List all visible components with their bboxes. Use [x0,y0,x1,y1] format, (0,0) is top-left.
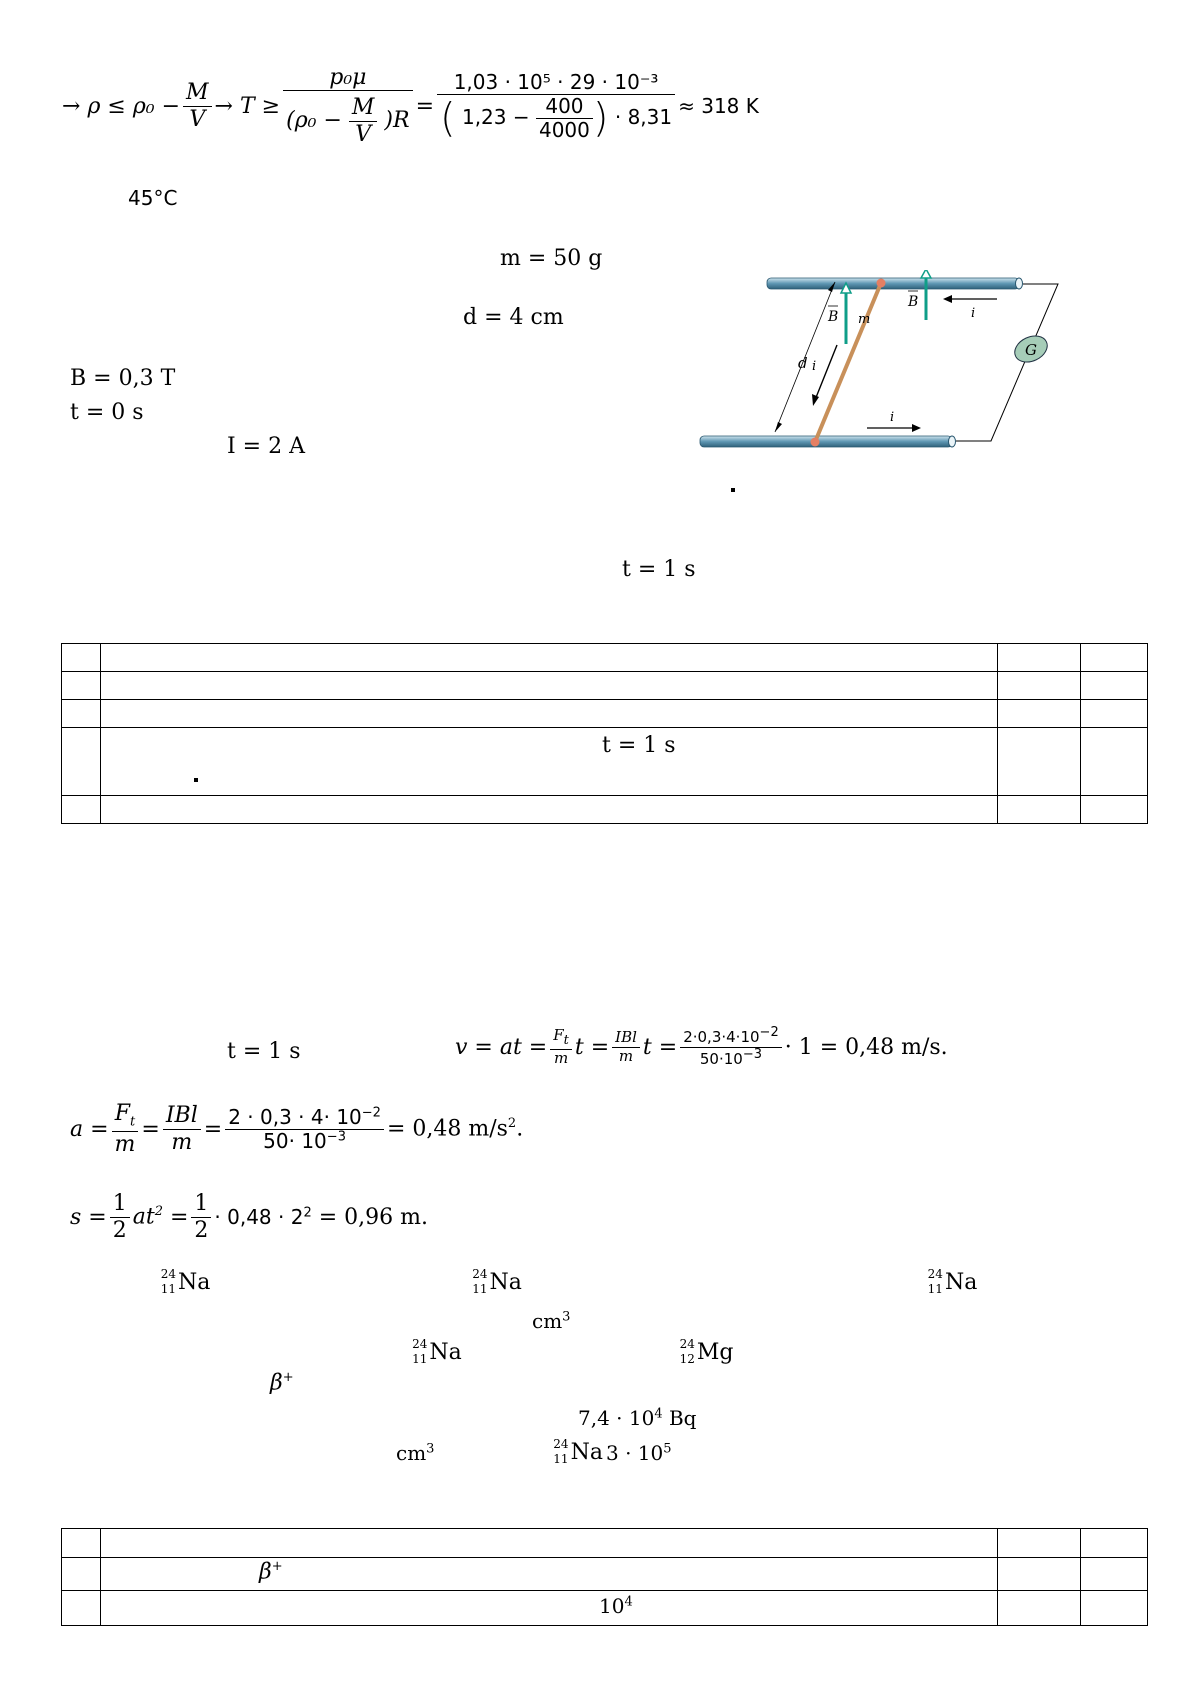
label-B-right: B [908,294,919,310]
nuclide-na-1: 24 11 Na [160,1267,211,1296]
arrow-symbol: → [62,93,81,119]
solution-time: t = 1 s [227,1039,301,1064]
beta-plus-1: β+ [270,1370,294,1396]
nuclide-na-2: 24 11 Na [472,1267,522,1296]
given-mass: m = 50 g [500,246,603,271]
rail-circuit-figure [695,270,1095,500]
particle-count: $3 \cdot 10^5$ [606,1441,672,1465]
result-temperature-k: ≈ 318 K [678,94,759,118]
scoring-table-2 [61,1528,1148,1626]
bottom-rail [700,436,952,447]
nuclide-na-3: 24 11 Na [927,1267,978,1296]
nuclide-na-4: 24 11 Na [412,1337,462,1366]
label-i-bottom: i [890,410,895,425]
given-field: B = 0,3 T [70,366,176,391]
unit-cm3-2: $cm^3$ [396,1441,435,1465]
acceleration-equation: a = $\frac{F_t}{m}$ = $\frac{\text{IBl}}{m}$ = $\frac{2 \cdot 0,3 \cdot 4\cdot 10^{-2}}{50\cdot 10^{-3}}$ = 0,48 $m/s^2$. [70,1101,524,1157]
time-one-second: t = 1 s [622,557,696,582]
unit-cm3-1: $cm^3$ [532,1309,571,1333]
scoring-table-1 [61,643,1148,824]
galvanometer-icon [1011,331,1052,367]
velocity-equation: v = at = $\frac{F_t}{m}$ t = $\frac{\text{IBl}}{m}$ t = $\frac{2\cdot 0,3\cdot 4\cdot 10^{-2}}{50\cdot 10^{-3}}$ · 1 = 0,48 m/s. [455,1025,948,1068]
activity-value: $7,4 \cdot 10^4$ Bq [578,1406,697,1430]
fraction-M-over-V: $\frac{M}{V}$ [183,80,212,132]
fraction-symbolic: p₀μ (ρ₀ − $\frac{M}{V}$ )R [283,65,412,147]
table1-row3-dot [194,778,198,782]
given-time-zero: t = 0 s [70,400,144,425]
magnetic-field-arrow-left [841,283,851,344]
given-current: I = 2 A [227,434,305,459]
table1-row3-time: t = 1 s [602,733,676,758]
distance-equation: s = $\frac{1}{2}$ $at^2$ = $\frac{1}{2}$ · $0,48 \cdot 2^2$ = 0,96 m. [70,1191,428,1243]
given-distance: d = 4 cm [463,305,564,330]
nuclide-na-5: 24 11 Na [553,1437,603,1466]
header-equation: → ρ ≤ ρ₀ − $\frac{M}{V}$ → T ≥ p₀μ (ρ₀ − $\frac{M}{V}$ )R = 1,03 · 10⁵ · 29 · 10⁻³ ( 1,23 − $\frac{400}{4000}$ ) · 8,31 ≈ 318 K [62,65,759,147]
table2-beta-plus: β+ [259,1559,283,1585]
table2-ten-power: $10^4$ [599,1594,633,1618]
label-d: d [798,354,808,372]
label-i-top: i [971,306,976,321]
label-m: m [858,312,871,327]
fraction-numeric: 1,03 · 10⁵ · 29 · 10⁻³ ( 1,23 − $\frac{400}{4000}$ ) · 8,31 [437,71,675,142]
nuclide-mg: 24 12 Mg [679,1337,734,1366]
temperature-celsius: 45°C [128,186,178,210]
label-i-rod: i [812,359,817,374]
svg-text:G: G [1025,341,1037,359]
top-rail [767,278,1019,289]
magnetic-field-arrow-right [921,270,931,320]
figure-caption-dot [731,488,735,492]
label-B-left: B [828,309,839,325]
